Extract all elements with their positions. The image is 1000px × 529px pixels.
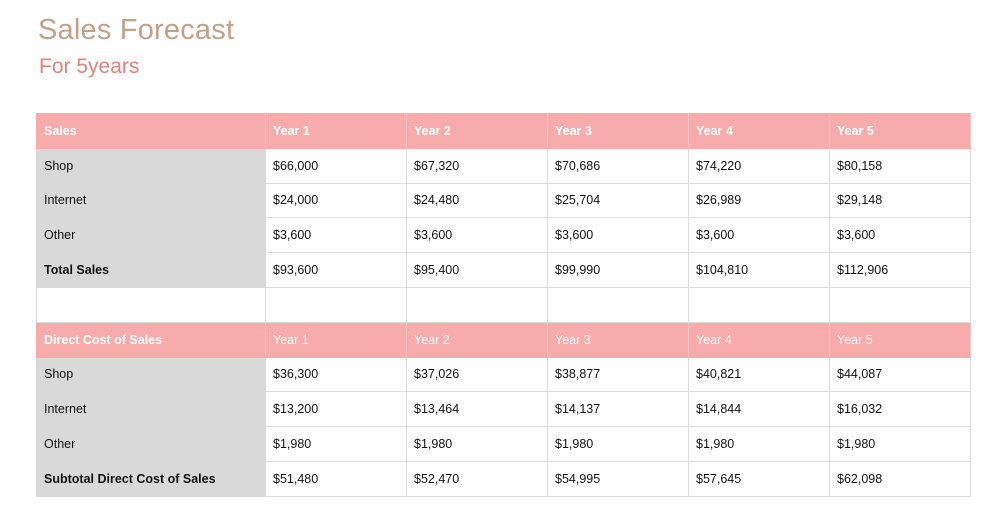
- table-row: [37, 427, 971, 462]
- table-cell: $24,480: [407, 183, 548, 218]
- page-subtitle: For 5years: [39, 55, 140, 78]
- table-cell: $24,000: [266, 183, 407, 218]
- table-row: [37, 218, 971, 253]
- page-title: Sales Forecast: [38, 14, 235, 46]
- table-cell: $93,600: [266, 253, 407, 288]
- table-cell: $104,810: [689, 253, 830, 288]
- table-cell: $74,220: [689, 148, 830, 183]
- cost-header-year-2: Year 2: [407, 322, 548, 357]
- table-cell: $14,844: [689, 392, 830, 427]
- table-cell: $13,464: [407, 392, 548, 427]
- table-cell: $37,026: [407, 357, 548, 392]
- total-sales-row: [37, 253, 971, 288]
- table-cell: $1,980: [830, 427, 971, 462]
- empty-cell: [407, 287, 548, 322]
- spacer-row: [37, 287, 971, 322]
- sales-header-label: Sales: [37, 114, 266, 149]
- row-label: Internet: [37, 392, 266, 427]
- row-label: Internet: [37, 183, 266, 218]
- table-cell: $51,480: [266, 461, 407, 496]
- sales-header-year-2: Year 2: [407, 114, 548, 149]
- cost-header-row: [37, 322, 971, 357]
- table-cell: $14,137: [548, 392, 689, 427]
- table-cell: $44,087: [830, 357, 971, 392]
- table-row: [37, 357, 971, 392]
- table-cell: $54,995: [548, 461, 689, 496]
- table-cell: $95,400: [407, 253, 548, 288]
- cost-header-year-4: Year 4: [689, 322, 830, 357]
- sales-header-year-3: Year 3: [548, 114, 689, 149]
- table-cell: $29,148: [830, 183, 971, 218]
- table-cell: $70,686: [548, 148, 689, 183]
- table-cell: $38,877: [548, 357, 689, 392]
- table-cell: $99,990: [548, 253, 689, 288]
- table-cell: $13,200: [266, 392, 407, 427]
- row-label: Total Sales: [37, 253, 266, 288]
- table-cell: $57,645: [689, 461, 830, 496]
- table-cell: $62,098: [830, 461, 971, 496]
- table-cell: $1,980: [266, 427, 407, 462]
- table-cell: $16,032: [830, 392, 971, 427]
- row-label: Shop: [37, 357, 266, 392]
- table-cell: $36,300: [266, 357, 407, 392]
- empty-cell: [689, 287, 830, 322]
- subtotal-cost-row: [37, 461, 971, 496]
- table-cell: $1,980: [407, 427, 548, 462]
- table-cell: $1,980: [548, 427, 689, 462]
- sales-header-year-4: Year 4: [689, 114, 830, 149]
- cost-header-year-1: Year 1: [266, 322, 407, 357]
- sales-header-row: [37, 114, 971, 149]
- cost-header-year-3: Year 3: [548, 322, 689, 357]
- cost-header-year-5: Year 5: [830, 322, 971, 357]
- cost-header-label: Direct Cost of Sales: [37, 322, 266, 357]
- table-cell: $67,320: [407, 148, 548, 183]
- table-row: [37, 183, 971, 218]
- table-cell: $40,821: [689, 357, 830, 392]
- table-cell: $52,470: [407, 461, 548, 496]
- empty-cell: [266, 287, 407, 322]
- table-cell: $80,158: [830, 148, 971, 183]
- table-cell: $112,906: [830, 253, 971, 288]
- table-row: [37, 392, 971, 427]
- table-cell: $3,600: [266, 218, 407, 253]
- table-cell: $3,600: [407, 218, 548, 253]
- empty-cell: [830, 287, 971, 322]
- empty-cell: [37, 287, 266, 322]
- table-cell: $25,704: [548, 183, 689, 218]
- table-row: [37, 148, 971, 183]
- table-cell: $3,600: [689, 218, 830, 253]
- row-label: Other: [37, 427, 266, 462]
- table-cell: $3,600: [548, 218, 689, 253]
- row-label: Subtotal Direct Cost of Sales: [37, 461, 266, 496]
- table-cell: $26,989: [689, 183, 830, 218]
- row-label: Shop: [37, 148, 266, 183]
- sales-header-year-5: Year 5: [830, 114, 971, 149]
- table-cell: $3,600: [830, 218, 971, 253]
- sales-forecast-table: [36, 113, 971, 497]
- table-cell: $1,980: [689, 427, 830, 462]
- table-cell: $66,000: [266, 148, 407, 183]
- sales-header-year-1: Year 1: [266, 114, 407, 149]
- empty-cell: [548, 287, 689, 322]
- row-label: Other: [37, 218, 266, 253]
